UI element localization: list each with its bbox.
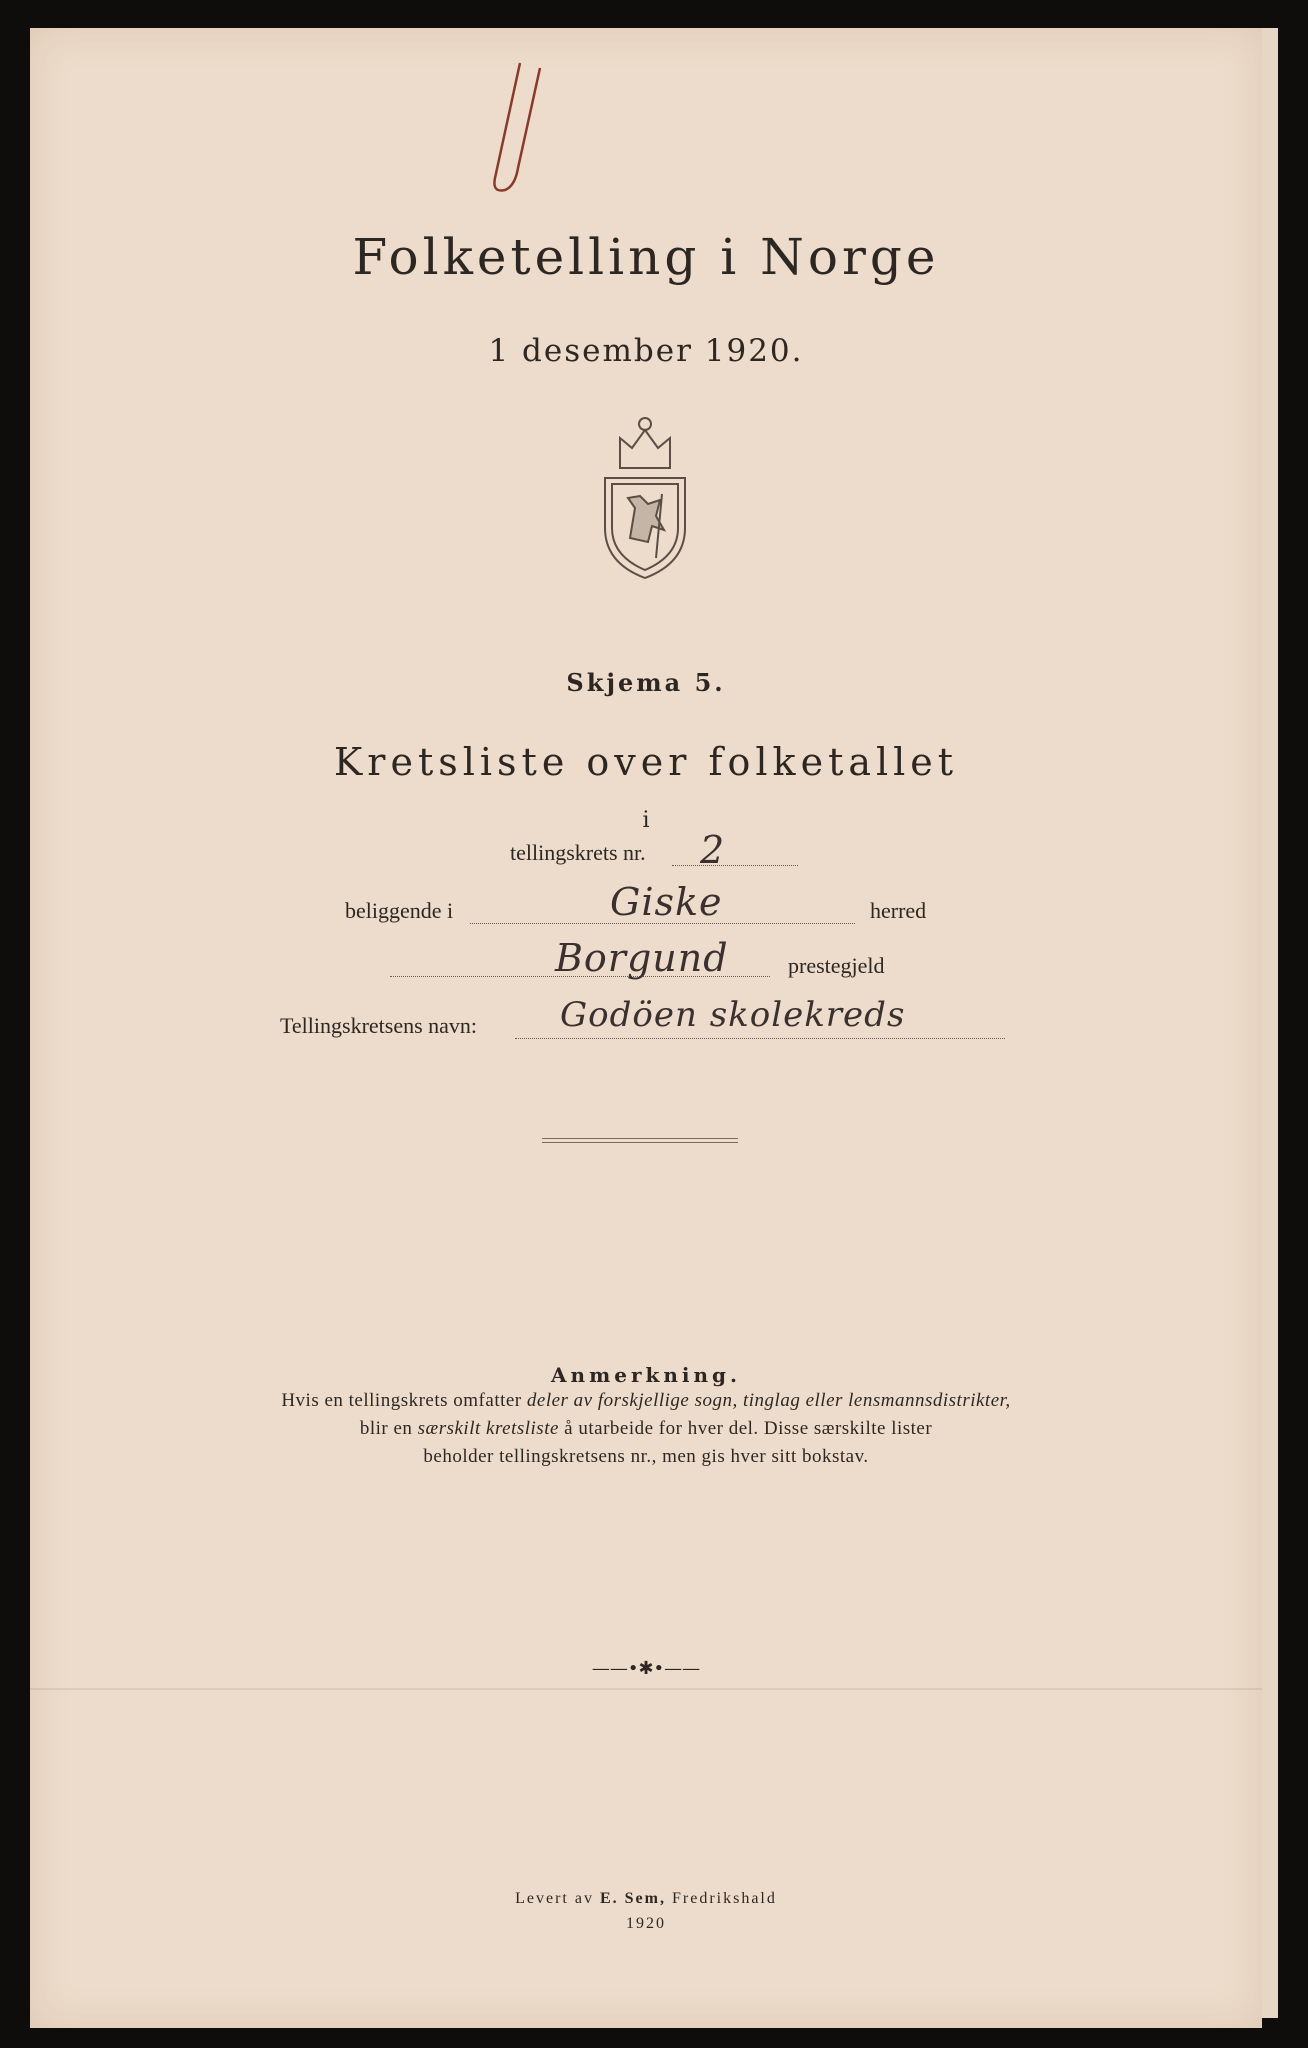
note-text: blir en: [359, 1418, 418, 1439]
note-emphasis: deler av forskjellige sogn, tinglag eller lensmannsdistrikter,: [526, 1390, 1011, 1411]
name-value: Godöen skolekreds: [560, 995, 906, 1035]
located-label: beliggende i: [345, 898, 454, 923]
name-line: [515, 1038, 1005, 1039]
printer-year: 1920: [626, 1915, 666, 1932]
schema-label: Skjema 5.: [566, 668, 726, 697]
parish-label: prestegjeld: [788, 953, 885, 978]
note-line-2: [30, 1418, 1262, 1440]
divider-rule: [542, 1138, 738, 1139]
ornament-divider: ——•✱•——: [591, 1658, 701, 1679]
document-page: [30, 28, 1262, 2028]
paperclip-icon: [480, 58, 560, 198]
parish-value: Borgund: [555, 936, 729, 980]
printer-city: Fredrikshald: [665, 1890, 777, 1907]
district-line: [672, 865, 798, 866]
district-value: 2: [700, 828, 726, 872]
page-title: Folketelling i Norge: [352, 228, 940, 286]
printer-line: [30, 1890, 1262, 1908]
divider-rule: [542, 1142, 738, 1143]
census-date: 1 desember 1920.: [488, 333, 804, 369]
located-value: Giske: [610, 880, 723, 924]
note-line-1: [30, 1390, 1262, 1412]
note-heading: Anmerkning.: [551, 1363, 741, 1387]
note-text: Hvis en tellingskrets omfatter: [281, 1390, 527, 1411]
printer-text: Levert av: [515, 1890, 600, 1907]
herred-label: herred: [870, 898, 927, 923]
name-label: Tellingskretsens navn:: [280, 1013, 478, 1038]
note-text: å utarbeide for hver del. Disse særskilte lister: [558, 1418, 933, 1439]
fold-line: [30, 1688, 1262, 1690]
note-line-3: beholder tellingskretsens nr., men gis hver sitt bokstav.: [423, 1446, 869, 1467]
printer-name: E. Sem,: [599, 1890, 666, 1907]
form-subtitle: Kretsliste over folketallet: [333, 740, 959, 784]
norway-coat-of-arms-icon: [590, 408, 700, 588]
district-label: tellingskrets nr.: [510, 840, 646, 865]
preposition: i: [642, 808, 650, 833]
note-emphasis: særskilt kretsliste: [417, 1418, 559, 1439]
